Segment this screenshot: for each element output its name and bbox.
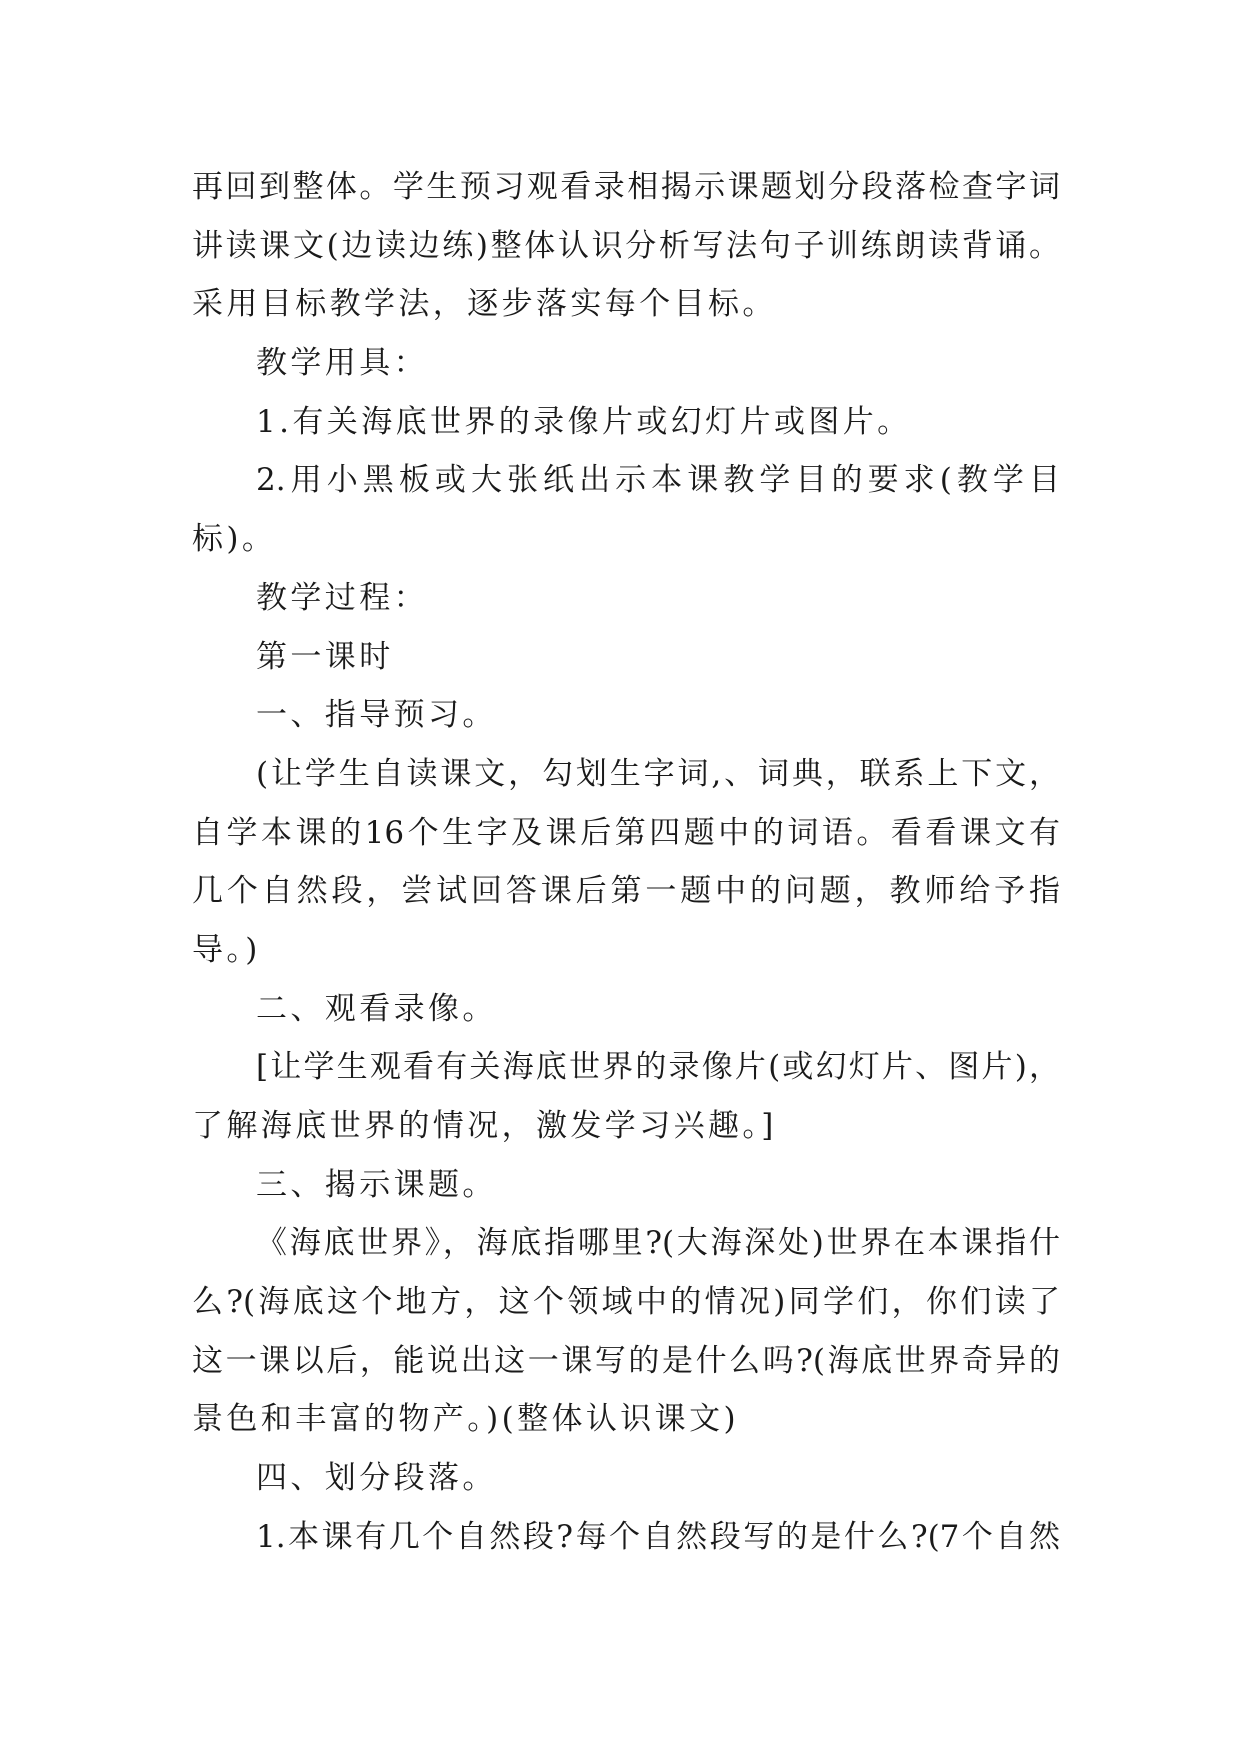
text-line: 讲读课文(边读边练)整体认识分析写法句子训练朗读背诵。 bbox=[192, 227, 1060, 264]
text-line: 导。) bbox=[192, 931, 261, 968]
text-line: 第一课时 bbox=[256, 638, 394, 675]
text-line: 二、观看录像。 bbox=[256, 990, 497, 1027]
text-line: 标)。 bbox=[192, 521, 277, 558]
document-body bbox=[192, 158, 1060, 1567]
text-line: 么?(海底这个地方，这个领域中的情况)同学们，你们读了 bbox=[192, 1284, 1060, 1321]
text-line: 了解海底世界的情况，激发学习兴趣。] bbox=[192, 1108, 777, 1144]
text-line: (让学生自读课文，勾划生字词,、词典，联系上下文， bbox=[256, 755, 1060, 792]
text-line: 一、指导预习。 bbox=[256, 697, 497, 734]
text-line: 采用目标教学法，逐步落实每个目标。 bbox=[192, 286, 777, 323]
text-line: [让学生观看有关海底世界的录像片(或幻灯片、图片)， bbox=[256, 1049, 1060, 1086]
text-line: 1.有关海底世界的录像片或幻灯片或图片。 bbox=[256, 403, 912, 440]
text-line: 三、揭示课题。 bbox=[256, 1166, 497, 1203]
text-line: 这一课以后，能说出这一课写的是什么吗?(海底世界奇异的 bbox=[192, 1342, 1060, 1379]
text-line: 自学本课的16个生字及课后第四题中的词语。看看课文有 bbox=[192, 814, 1060, 851]
text-line: 2.用小黑板或大张纸出示本课教学目的要求(教学目 bbox=[256, 462, 1060, 499]
text-line: 几个自然段，尝试回答课后第一题中的问题，教师给予指 bbox=[192, 873, 1060, 910]
text-line: 四、划分段落。 bbox=[256, 1460, 497, 1497]
text-line: 《海底世界》，海底指哪里?(大海深处)世界在本课指什 bbox=[256, 1225, 1060, 1262]
text-line: 再回到整体。学生预习观看录相揭示课题划分段落检查字词 bbox=[192, 169, 1060, 205]
text-line: 1.本课有几个自然段?每个自然段写的是什么?(7个自然 bbox=[256, 1518, 1060, 1555]
text-line: 教学用具： bbox=[256, 345, 428, 382]
text-line: 教学过程： bbox=[256, 579, 428, 616]
text-line: 景色和丰富的物产。)(整体认识课文) bbox=[192, 1401, 739, 1438]
